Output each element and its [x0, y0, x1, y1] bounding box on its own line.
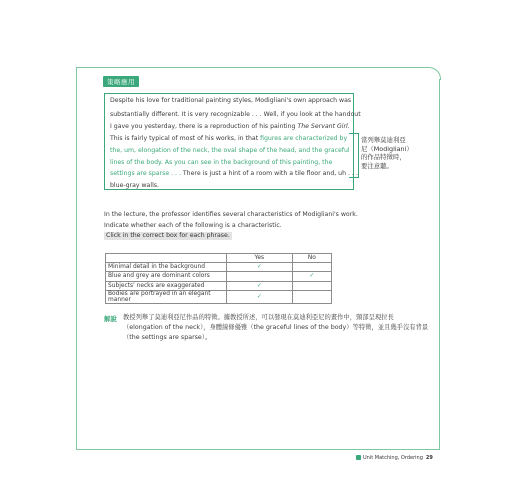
highlighted-text: figures are characterized by	[260, 135, 348, 142]
frame-border-left	[76, 67, 77, 449]
no-cell[interactable]: ✓	[292, 272, 331, 281]
explanation-label: 解說	[104, 315, 117, 323]
passage-line: substantially different. It is very recognizable . . . Well, if you look at the handout	[110, 111, 361, 118]
header-yes: Yes	[226, 254, 292, 263]
passage-line: settings are sparse . . . There is just a hint of a room with a tile floor and, uh . . .	[110, 170, 358, 177]
explanation-text: （the settings are sparse）。	[123, 334, 212, 341]
table-header-row	[106, 254, 332, 263]
highlighted-text: lines of the body. As you can see in the background of this painting, the	[110, 159, 333, 166]
explanation-text: （elongation of the neck），身體線條優雅（the graceful lines of the body）等特徵，並且幾乎沒有背景	[123, 324, 429, 331]
yes-cell[interactable]: ✓	[226, 281, 292, 290]
side-note: 當列舉莫迪利亞 尼（Modigliani） 的作品特徵時， 要注意聽。	[361, 136, 413, 170]
header-no: No	[292, 254, 331, 263]
footer-unit-text: Unit Matching, Ordering	[363, 455, 423, 461]
header-cell-empty	[106, 254, 227, 263]
passage-line: blue-gray walls.	[110, 182, 159, 189]
frame-border-top	[76, 67, 428, 68]
no-cell[interactable]	[292, 263, 331, 272]
passage-line: This is fairly typical of most of his works, in that figures are characterized by	[110, 135, 348, 142]
row-label: Minimal detail in the background	[106, 263, 227, 272]
no-cell[interactable]	[292, 281, 331, 290]
passage-line: I gave you yesterday, there is a reproduction of his painting The Servant Girl.	[110, 123, 350, 130]
note-bracket	[349, 133, 359, 178]
section-tag: 策略應用	[103, 76, 139, 87]
no-cell[interactable]	[292, 290, 331, 303]
table-row	[106, 263, 332, 272]
page-footer	[356, 455, 433, 461]
row-label: Blue and grey are dominant colors	[106, 272, 227, 281]
yes-cell[interactable]: ✓	[226, 263, 292, 272]
click-instruction: Click in the correct box for each phrase.	[106, 232, 230, 239]
table-row	[106, 272, 332, 281]
row-label: Bodies are portrayed in an elegant manner	[106, 290, 227, 303]
table-row	[106, 281, 332, 290]
highlighted-text: settings are sparse . . .	[110, 170, 181, 177]
passage-line: Despite his love for traditional painting styles, Modigliani's own approach was	[110, 97, 352, 104]
highlighted-text: the, um, elongation of the neck, the oval shape of the head, and the graceful	[110, 147, 350, 154]
yes-cell[interactable]: ✓	[226, 290, 292, 303]
table-row	[106, 290, 332, 303]
page-number: 29	[425, 455, 433, 461]
question-text: Indicate whether each of the following is a characteristic.	[104, 222, 282, 229]
row-label: Subjects' necks are exaggerated	[106, 281, 227, 290]
explanation-text: 教授列舉了莫迪利亞尼作品的特徵。據教授所述，可以發現在莫迪利亞尼的畫作中，頸部呈現拉長	[123, 314, 394, 321]
yes-cell[interactable]	[226, 272, 292, 281]
question-text: In the lecture, the professor identifies several characteristics of Modigliani's work.	[104, 211, 358, 218]
unit-icon	[356, 455, 361, 460]
frame-border-bottom	[76, 449, 440, 450]
frame-border-right	[439, 79, 440, 449]
answer-table	[105, 253, 332, 304]
